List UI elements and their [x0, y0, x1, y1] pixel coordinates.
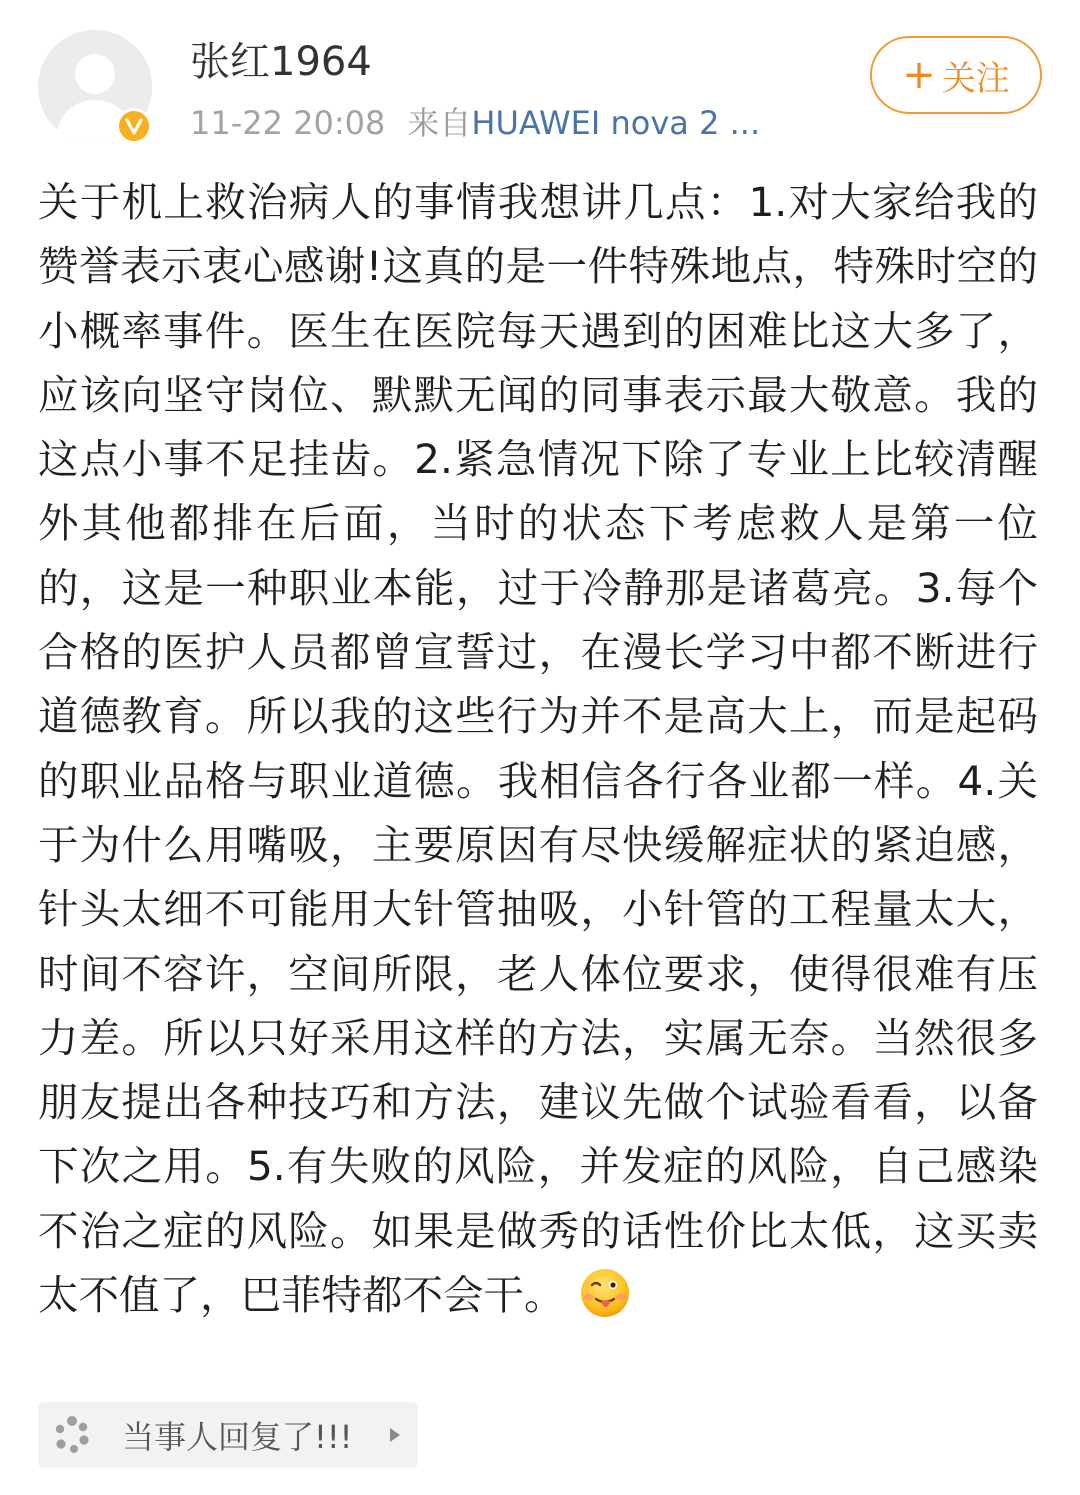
verified-v-badge-icon — [116, 108, 152, 144]
follow-button-label: 关注 — [941, 58, 1010, 99]
source-device-link[interactable]: HUAWEI nova 2 ... — [471, 104, 761, 142]
topic-card-label: 当事人回复了!!! — [122, 1418, 353, 1456]
triangle-right-icon — [388, 1426, 402, 1444]
post-meta — [190, 102, 760, 144]
follow-button[interactable] — [870, 36, 1042, 114]
author-name[interactable]: 张红1964 — [190, 39, 372, 85]
post-content — [38, 170, 1038, 1327]
source-prefix: 来自 — [407, 104, 472, 142]
tongue-out-wink-emoji-icon — [579, 1267, 631, 1319]
plus-icon: + — [902, 52, 936, 98]
post-timestamp: 11-22 20:08 — [190, 104, 386, 142]
post-header — [0, 0, 1080, 160]
pinwheel-icon — [52, 1415, 92, 1455]
topic-card[interactable] — [38, 1402, 418, 1468]
post-text: 关于机上救治病人的事情我想讲几点：1.对大家给我的赞誉表示衷心感谢!这真的是一件特殊地点，特殊时空的小概率事件。医生在医院每天遇到的困难比这大多了，应该向坚守岗位、默默无闻的同事表示最大敬意。我的这点小事不足挂齿。2.紧急情况下除了专业上比较清醒外其他都排在后面，当时的状态下考虑救人是第一位的，这是一种职业本能，过于冷静那是诸葛亮。3.每个合格的医护人员都曾宣誓过，在漫长学习中都不断进行道德教育。所以我的这些行为并不是高大上，而是起码的职业品格与职业道德。我相信各行各业都一样。4.关于为什么用嘴吸，主要原因有尽快缓解症状的紧迫感，针头太细不可能用大针管抽吸，小针管的工程量太大，时间不容许，空间所限，老人体位要求，使得很难有压力差。所以只好采用这样的方法，实属无奈。当然很多朋友提出各种技巧和方法，建议先做个试验看看，以备下次之用。5.有失败的风险，并发症的风险，自己感染不治之症的风险。如果是做秀的话性价比太低，这买卖太不值了，巴菲特都不会干。 — [38, 178, 1038, 1320]
